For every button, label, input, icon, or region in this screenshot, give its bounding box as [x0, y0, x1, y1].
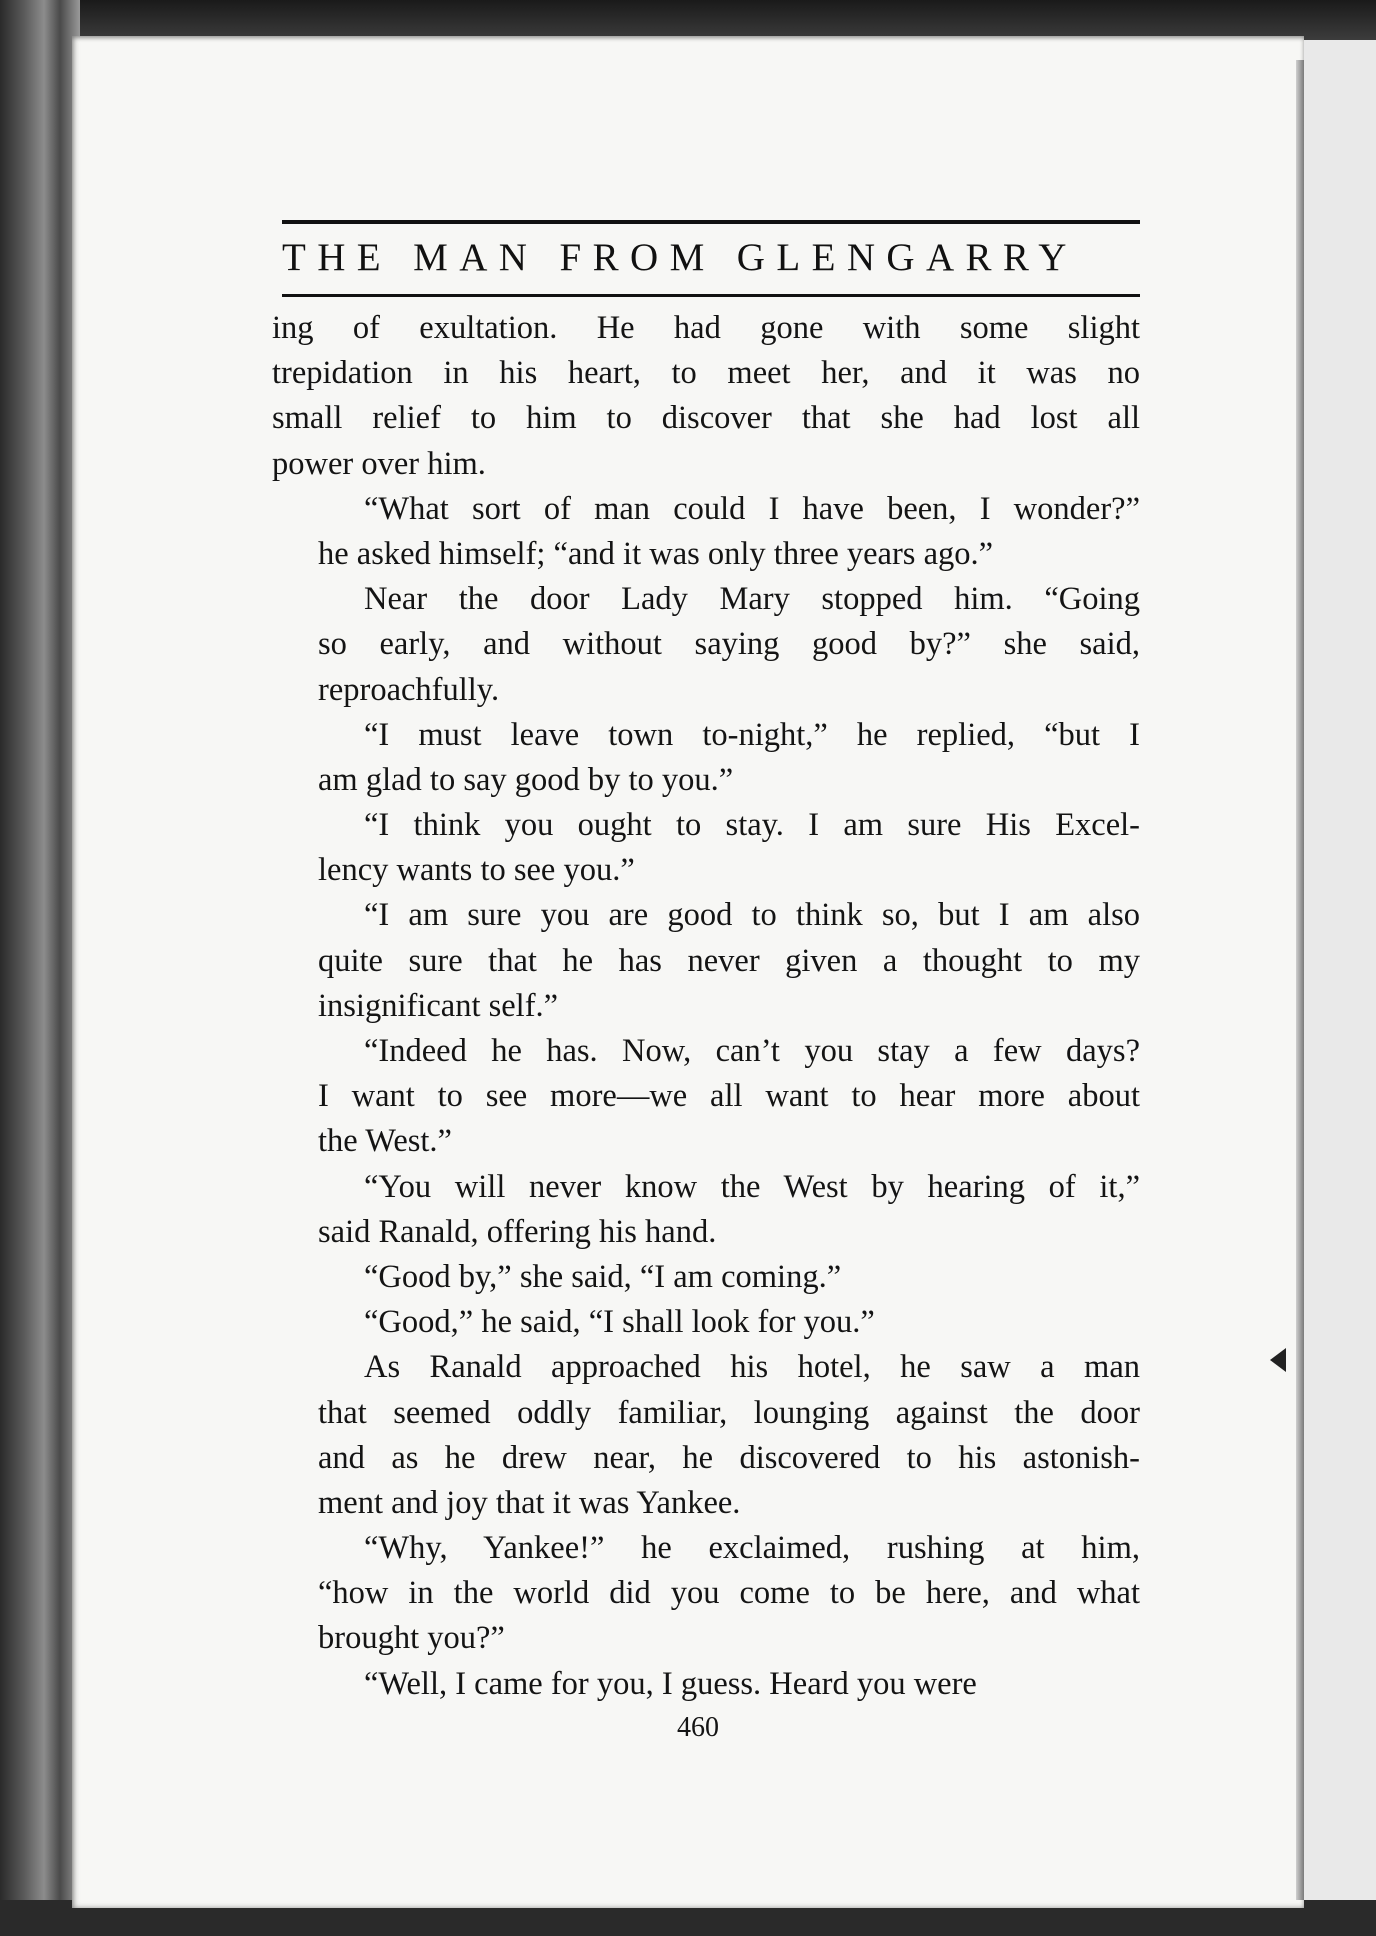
- text-line: “You will never know the West by hearing of it,”: [364, 1168, 1140, 1205]
- text-line: brought you?”: [318, 1620, 505, 1657]
- text-line: I want to see more—we all want to hear more about: [318, 1078, 1140, 1115]
- text-line: and as he drew near, he discovered to his astonish-: [318, 1439, 1140, 1476]
- text-line: “I am sure you are good to think so, but I am also: [364, 897, 1140, 934]
- paragraph: [272, 1300, 1140, 1345]
- text-line: small relief to him to discover that she had lost all: [272, 400, 1140, 437]
- paragraph: [272, 577, 1140, 713]
- running-head: [282, 220, 1140, 297]
- text-line: insignificant self.”: [318, 987, 559, 1024]
- paragraph: [272, 713, 1140, 803]
- text-line: “I must leave town to-night,” he replied, “but I: [364, 716, 1140, 753]
- text-line: “Well, I came for you, I guess. Heard you were: [364, 1665, 977, 1702]
- text-line: so early, and without saying good by?” she said,: [318, 626, 1140, 663]
- paragraph: [272, 1526, 1140, 1662]
- text-line: am glad to say good by to you.”: [318, 761, 734, 798]
- text-line: said Ranald, offering his hand.: [318, 1213, 717, 1250]
- text-line: “Good,” he said, “I shall look for you.”: [364, 1304, 875, 1341]
- text-line: power over him.: [272, 445, 486, 482]
- text-line: quite sure that he has never given a thought to my: [318, 942, 1140, 979]
- text-line: As Ranald approached his hotel, he saw a man: [364, 1349, 1140, 1386]
- text-line: Near the door Lady Mary stopped him. “Going: [364, 581, 1140, 618]
- adjacent-page-edge: [1292, 40, 1376, 1936]
- paragraph: [272, 803, 1140, 893]
- body-text: [272, 306, 1140, 1707]
- paragraph: [272, 893, 1140, 1029]
- text-line: lency wants to see you.”: [318, 852, 635, 889]
- text-line: “Indeed he has. Now, can’t you stay a few days?: [364, 1033, 1140, 1069]
- text-line: trepidation in his heart, to meet her, and it was no: [272, 355, 1140, 392]
- paragraph: [272, 1165, 1140, 1255]
- text-line: the West.”: [318, 1123, 452, 1160]
- page-number: 460: [677, 1712, 719, 1743]
- text-line: “I think you ought to stay. I am sure His Excel-: [364, 807, 1140, 844]
- paragraph: [272, 487, 1140, 577]
- book-spine-edge: [0, 0, 80, 1936]
- text-line: ing of exultation. He had gone with some slight: [272, 310, 1140, 346]
- scan-top-edge: [0, 0, 1376, 40]
- text-line: reproachfully.: [318, 671, 500, 708]
- text-line: “What sort of man could I have been, I wonder?”: [364, 490, 1140, 527]
- running-head-title: THE MAN FROM GLENGARRY: [282, 236, 1078, 279]
- text-line: he asked himself; “and it was only three years ago.”: [318, 535, 994, 572]
- paragraph: [272, 1345, 1140, 1526]
- text-line: that seemed oddly familiar, lounging against the door: [318, 1394, 1140, 1431]
- page-fold-shadow: [1296, 60, 1304, 1900]
- paragraph: [272, 1255, 1140, 1300]
- text-line: “how in the world did you come to be here, and what: [318, 1575, 1140, 1612]
- text-line: ment and joy that it was Yankee.: [318, 1484, 741, 1521]
- text-line: “Why, Yankee!” he exclaimed, rushing at him,: [364, 1530, 1140, 1567]
- paragraph: [272, 306, 1140, 487]
- page-edge-notch: [1270, 1348, 1286, 1372]
- paragraph: [272, 1662, 1140, 1707]
- text-line: “Good by,” she said, “I am coming.”: [364, 1258, 842, 1295]
- paragraph: [272, 1029, 1140, 1165]
